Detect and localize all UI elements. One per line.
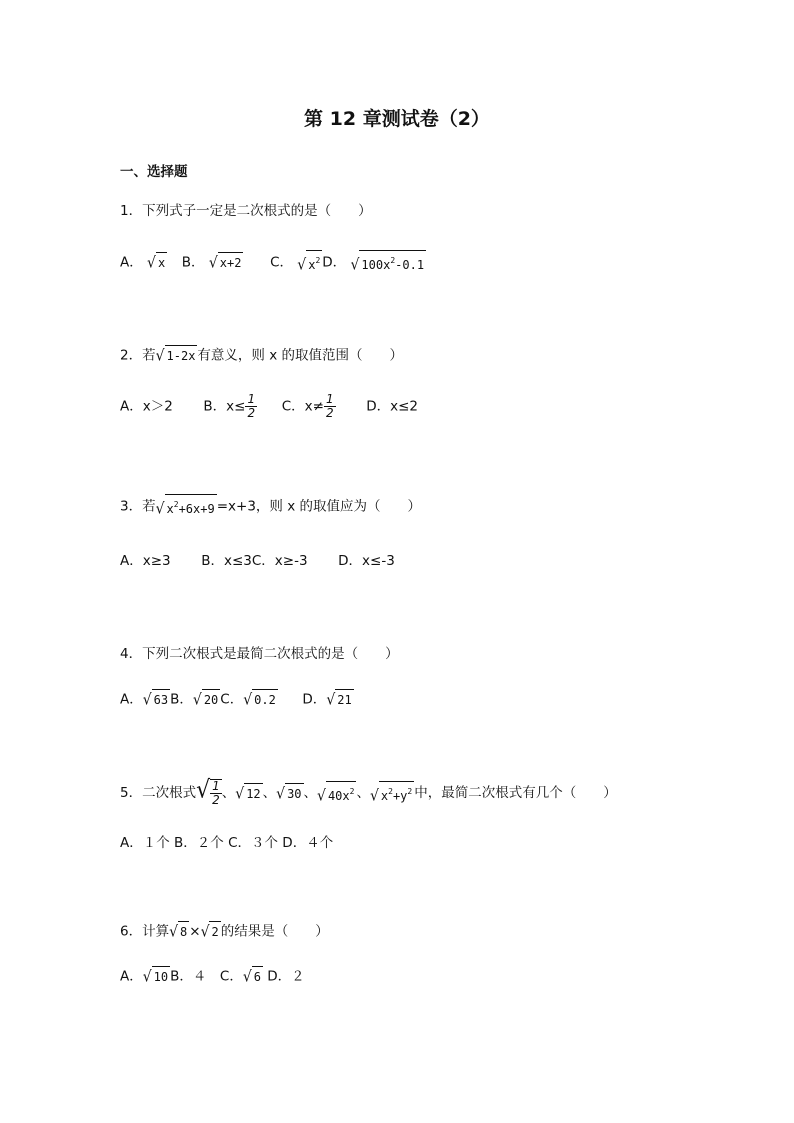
q4-option-b-radical: √ 20 <box>193 689 220 710</box>
question-3-options <box>120 551 395 571</box>
q2-option-c-fraction: $\frac{1}{2}$ <box>325 392 334 420</box>
section-heading: 一、选择题 <box>120 164 188 180</box>
q5-radical-half: √ $\frac{1}{2}$ <box>196 776 220 807</box>
q1-option-b-label: B． <box>181 254 205 271</box>
q3-option-d: D．x≤-3 <box>338 553 395 569</box>
q2-option-a: A．x＞2 <box>120 398 173 415</box>
q1-option-b-radical: √ x+2 <box>209 252 244 273</box>
q6-option-a-radical: √ 10 <box>143 966 170 987</box>
q2-option-d: D．x≤2 <box>366 398 418 415</box>
q3-option-bc: B．x≤3C．x≥-3 <box>201 553 308 569</box>
question-6-options: A．√ 10 B．４ C．√ 6 D．２ <box>120 966 305 987</box>
q1-option-c-label: C． <box>270 254 293 271</box>
q2-option-b-fraction: $\frac{1}{2}$ <box>247 392 256 420</box>
q1-option-a-label: A． <box>120 254 143 271</box>
q6-radical-2: √ 2 <box>201 921 221 942</box>
q1-option-d-label: D． <box>322 254 347 271</box>
q2-option-c: C．x≠ <box>281 398 324 415</box>
q3-radical: √ $x^2+6x+9$ <box>156 494 217 519</box>
q2-radical: √ 1-2x <box>156 345 198 366</box>
question-1-stem: 1．下列式子一定是二次根式的是（ ） <box>120 203 372 219</box>
q4-option-c-radical: √ 0.2 <box>243 689 278 710</box>
question-3-stem: 3．若√ $x^2+6x+9 =x+3$，则 x 的取值应为（ ） <box>120 494 421 519</box>
page-title: 第 12 章测试卷（2） <box>304 108 490 130</box>
q1-option-a-radical: √ x <box>147 252 167 273</box>
q5-radical-30: √ 30 <box>276 783 303 804</box>
question-5-stem: 5．二次根式√ $\frac{1}{2}$ 、√ 12 、√ 30 、√ $40x^2$ 、√ $x^2+y^2$ 中，最简二次根式有几个（ ） <box>120 776 617 807</box>
question-2-stem: 2．若√ 1-2x 有意义，则 x 的取值范围（ ） <box>120 345 403 366</box>
question-2-options <box>120 393 418 420</box>
question-6-stem: 6．计算√ 8 ×√ 2 的结果是（ ） <box>120 921 329 942</box>
q2-option-b: B．x≤ <box>203 398 246 415</box>
q1-option-c-radical: √ $x^2$ <box>297 250 322 275</box>
q6-radical-8: √ 8 <box>169 921 189 942</box>
q5-radical-40x2: √ $40x^2$ <box>317 781 356 806</box>
q3-option-a: A．x≥3 <box>120 553 171 569</box>
question-1-options <box>120 250 426 275</box>
q1-option-d-radical: √ $100x^2-0.1$ <box>350 250 426 275</box>
question-4-options: A．√ 63 B．√ 20 C．√ 0.2 D．√ 21 <box>120 689 354 710</box>
q5-radical-x2y2: √ $x^2+y^2$ <box>370 781 414 806</box>
question-4-stem: 4．下列二次根式是最简二次根式的是（ ） <box>120 646 399 662</box>
q4-option-a-radical: √ 63 <box>143 689 170 710</box>
q4-option-d-radical: √ 21 <box>326 689 353 710</box>
q5-radical-12: √ 12 <box>235 783 262 804</box>
q6-option-c-radical: √ 6 <box>243 966 263 987</box>
question-5-options: A．１个 B．２个 C．３个 D．４个 <box>120 835 334 851</box>
